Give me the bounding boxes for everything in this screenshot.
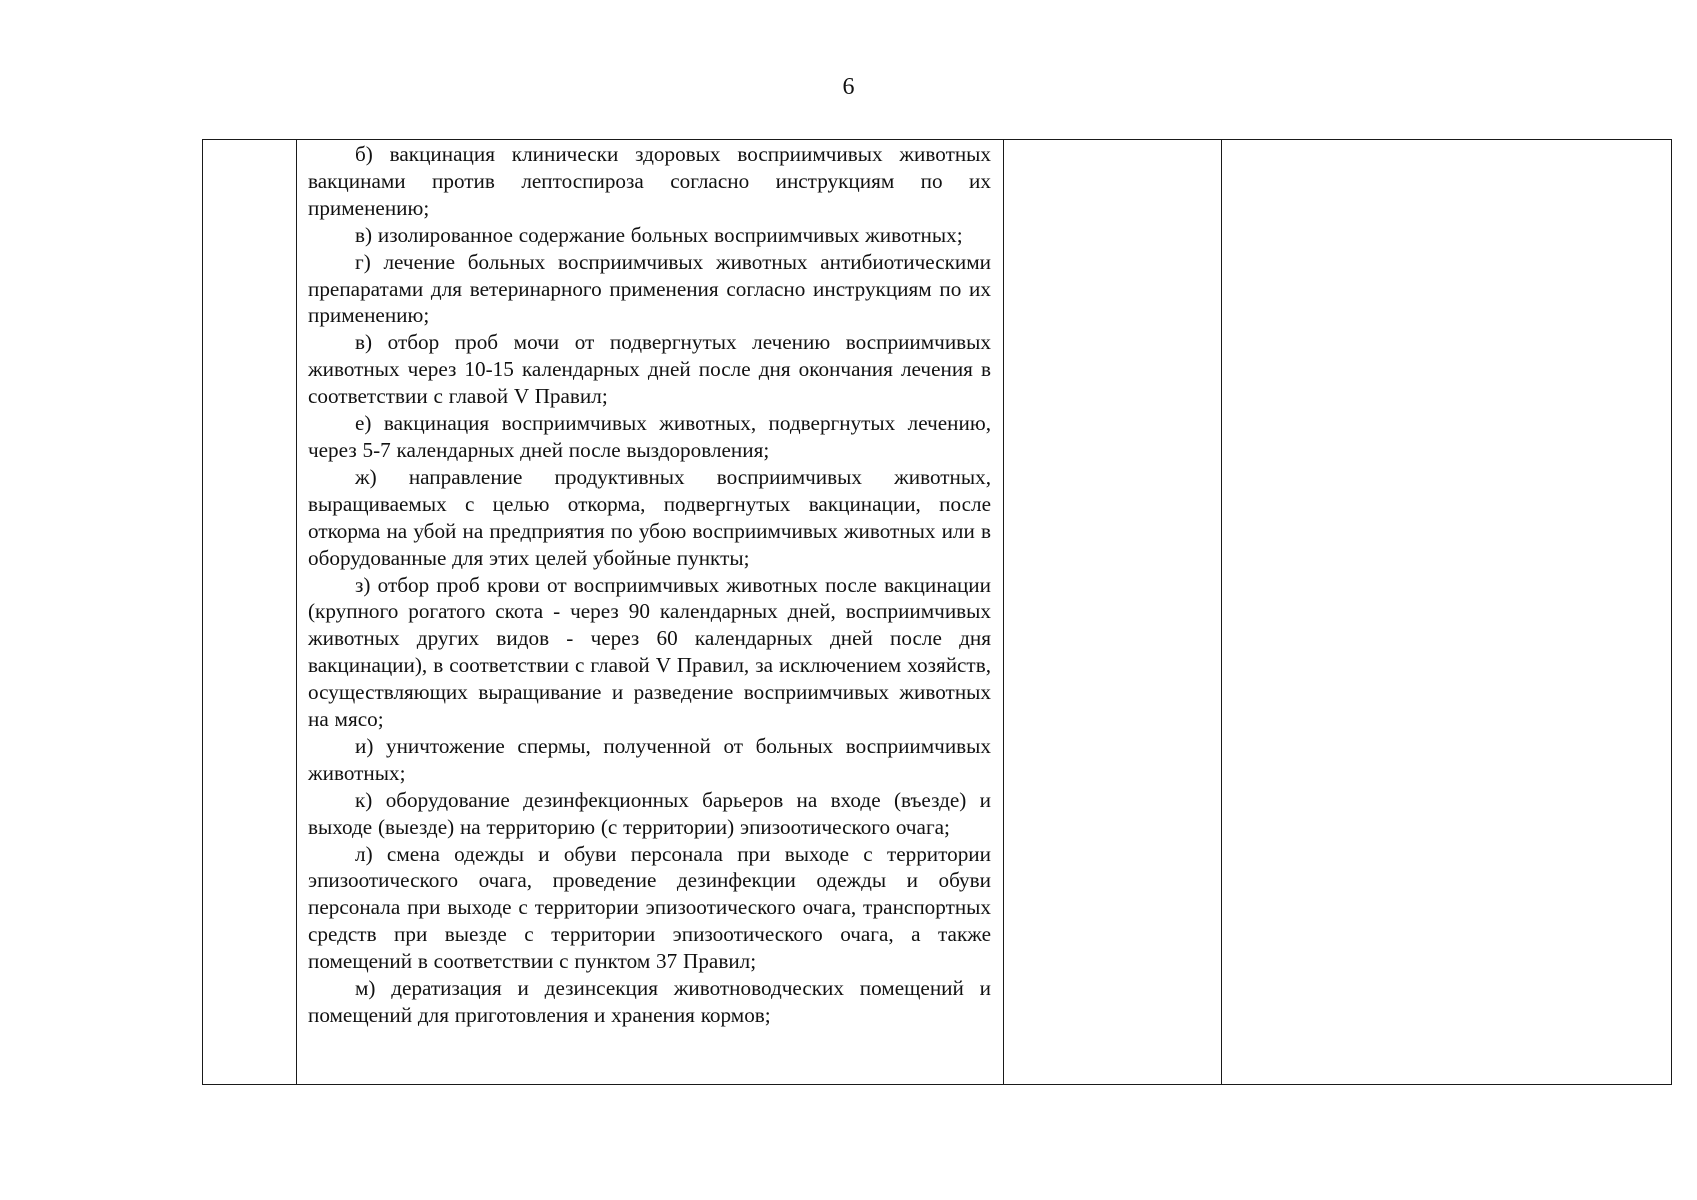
table-cell-responsible bbox=[1222, 140, 1672, 1085]
table-row bbox=[203, 140, 1672, 1085]
measure-item-z: з) отбор проб крови от восприимчивых животных после вакцинации (крупного рогатого скота - через 90 календарных дней, восприимчивых животных других видов - через 60 календарных дней после дня вакцинации), в соответствии с главой V Правил, за исключением хозяйств, осуществляющих выращивание и разведение восприимчивых животных на мясо; bbox=[308, 572, 991, 732]
measure-item-b: б) вакцинация клинически здоровых восприимчивых животных вакцинами против лептоспироза согласно инструкциям по их применению; bbox=[308, 142, 991, 220]
measures-table bbox=[202, 139, 1672, 1085]
measure-item-e: е) вакцинация восприимчивых животных, подвергнутых лечению, через 5-7 календарных дней после выздоровления; bbox=[308, 411, 991, 462]
measure-item-g: г) лечение больных восприимчивых животных антибиотическими препаратами для ветеринарного применения согласно инструкциям по их применению; bbox=[308, 249, 991, 328]
measure-item-l: л) смена одежды и обуви персонала при выходе с территории эпизоотического очага, проведение дезинфекции одежды и обуви персонала при выходе с территории эпизоотического очага, транспортных средств при выезде с территории эпизоотического очага, а также помещений в соответствии с пунктом 37 Правил; bbox=[308, 841, 991, 974]
table-cell-timing bbox=[1004, 140, 1222, 1085]
table-cell-measures bbox=[297, 140, 1004, 1085]
page-number: 6 bbox=[842, 74, 855, 100]
measure-item-k: к) оборудование дезинфекционных барьеров на входе (въезде) и выходе (выезде) на территорию (с территории) эпизоотического очага; bbox=[308, 787, 991, 839]
measure-item-m: м) дератизация и дезинсекция животноводческих помещений и помещений для приготовления и хранения кормов; bbox=[308, 976, 991, 1027]
measure-item-v-urine-sampling: в) отбор проб мочи от подвергнутых лечению восприимчивых животных через 10-15 календарных дней после дня окончания лечения в соответствии с главой V Правил; bbox=[308, 330, 991, 409]
measure-item-v-isolation: в) изолированное содержание больных восприимчивых животных; bbox=[355, 222, 963, 247]
table-cell-number bbox=[203, 140, 297, 1085]
measure-item-zh: ж) направление продуктивных восприимчивых животных, выращиваемых с целью откорма, подвергнутых вакцинации, после откорма на убой на предприятия по убою восприимчивых животных или в оборудованные для этих целей убойные пункты; bbox=[308, 464, 991, 570]
measure-item-i: и) уничтожение спермы, полученной от больных восприимчивых животных; bbox=[308, 733, 991, 785]
